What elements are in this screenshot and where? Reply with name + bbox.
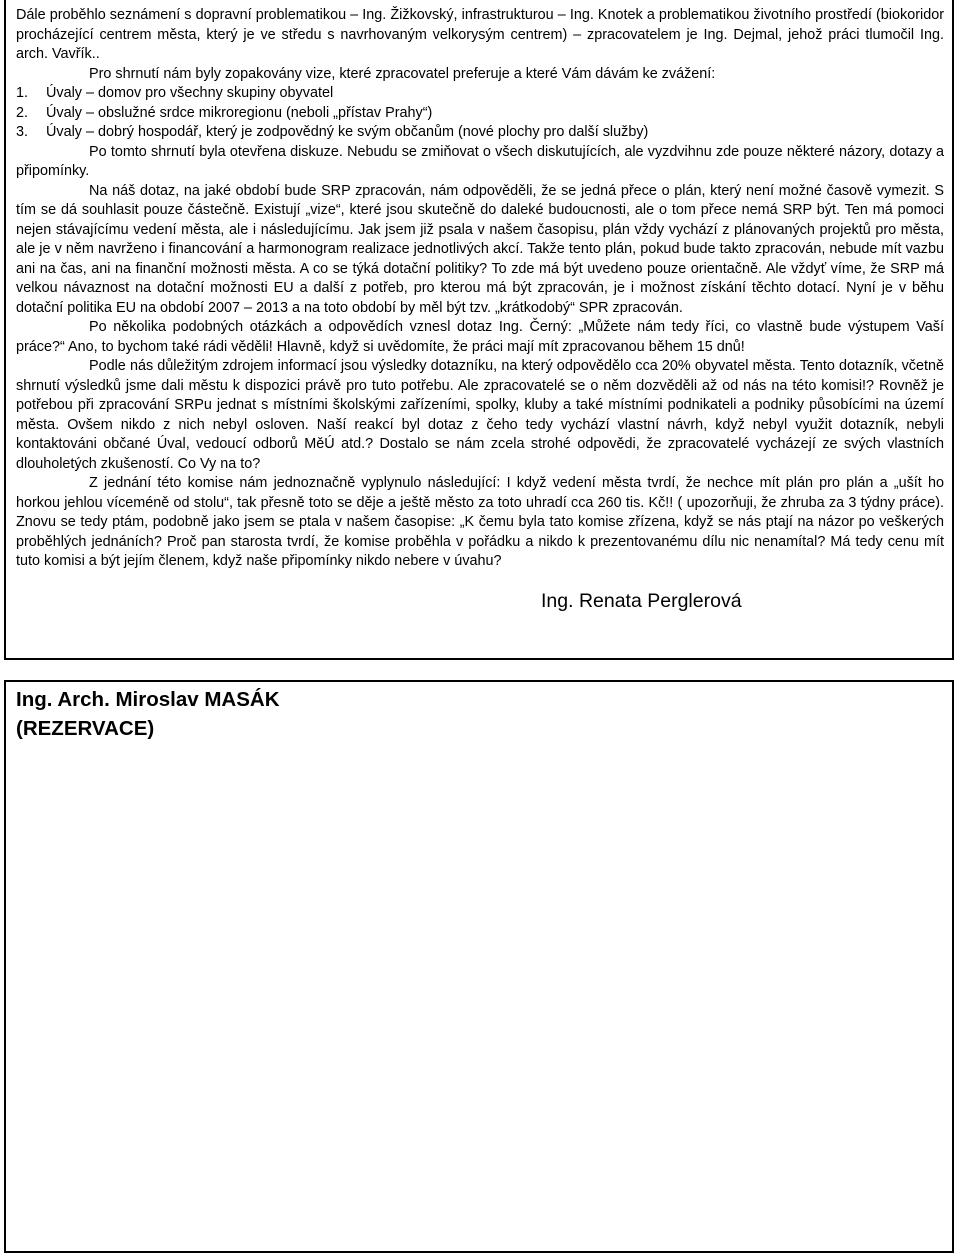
- intro-paragraph: Dále proběhlo seznámení s dopravní problematikou – Ing. Žižkovský, infrastrukturou – Ing. Knotek a problematikou životního prostředí (biokoridor procházející centrem města, který je ve středu s navrhovaným velkorysým centrem) – zpracovatelem je Ing. Dejmal, jehož práci tlumočil Ing. arch. Vavřík..: [16, 7, 944, 62]
- candidate-status: (REZERVACE): [16, 717, 155, 740]
- discussion-paragraph: Po tomto shrnutí byla otevřena diskuze. Nebudu se zmiňovat o všech diskutujících, ale vyzdvihnu zde pouze některé názory, dotazy a připomínky.: [16, 143, 944, 179]
- article-box: [4, 0, 954, 660]
- list-item-text: Úvaly – domov pro všechny skupiny obyvatel: [46, 85, 334, 101]
- period-question-paragraph: Na náš dotaz, na jaké období bude SRP zpracován, nám odpověděli, že se jedná přece o plán, který není možné časově vymezit. S tím se dá souhlasit pouze částečně. Existují „vize“, které jsou skutečně do daleké budoucnosti, ale o tom přece nemá SRP být. Ten má pomoci nejen stávajícímu vedení města, ale i následujícímu. Jak jsem již psala v našem časopisu, plán vždy vychází z plánovaných projektů pro města, ale je v něm navrženo i financování a harmonogram realizace jednotlivých akcí. Takže tento plán, pokud bude takto zpracován, nebude mít vazbu ani na čas, ani na finanční možnosti města. A co se týká dotační politiky? To zde má být uvedeno pouze orientačně. Ale vždyť víme, že SRP má velkou návaznost na dotační možnosti EU a další z potřeb, pro kterou má být zpracován, je i možnost získání těchto dotací. Nyní je v běhu dotační politika EU na období 2007 – 2013 a na toto období by měl být tzv. „krátkodobý“ SPR zpracován.: [16, 182, 944, 316]
- questionnaire-paragraph: Podle nás důležitým zdrojem informací jsou výsledky dotazníku, na který odpovědělo cca 20% obyvatel města. Tento dotazník, včetně shrnutí výsledků jsme dali městu k dispozici právě pro tuto potřebu. Ale zpracovatelé se o něm dozvěděli až od nás na této komisi!? Rovněž je potřebou při zpracování SRPu jednat s místními školskými zařízeními, spolky, kluby a také místními podnikateli a podniky působícími na území města. Ovšem nikdo z nich nebyl osloven. Naší reakcí byl dotaz z čeho tedy vychází vlastní návrh, když nebyl využit dotazník, nebyli kontaktováni občané Úval, vedoucí odborů MěÚ atd.? Dostalo se nám zcela strohé odpovědi, že zpracovatelé vycházejí ze svých vlastních dlouholetých zkušeností. Co Vy na to?: [16, 358, 944, 472]
- list-item: [16, 104, 944, 124]
- candidate-name: Ing. Arch. Miroslav MASÁK: [16, 688, 280, 711]
- author-signature: Ing. Renata Perglerová: [541, 589, 742, 612]
- output-question-paragraph: Po několika podobných otázkách a odpovědích vznesl dotaz Ing. Černý: „Můžete nám tedy říci, co vlastně bude výstupem Vaší práce?“ Ano, to bychom také rádi věděli! Hlavně, když si uvědomíte, že práci mají mít zpracovanou během 15 dnů!: [16, 319, 944, 355]
- visions-intro: Pro shrnutí nám byly zopakovány vize, které zpracovatel preferuje a které Vám dávám ke zvážení:: [89, 65, 716, 82]
- visions-list: [16, 84, 944, 143]
- list-item-text: Úvaly – obslužné srdce mikroregionu (neboli „přístav Prahy“): [46, 104, 433, 121]
- candidate-box: [4, 680, 954, 1253]
- list-item-number: 1.: [16, 85, 29, 101]
- list-item-number: 2.: [16, 104, 29, 121]
- list-item-number: 3.: [16, 124, 29, 140]
- list-item: [16, 123, 944, 143]
- list-item: [16, 84, 944, 104]
- list-item-text: Úvaly – dobrý hospodář, který je zodpovědný ke svým občanům (nové plochy pro další služby): [46, 124, 649, 140]
- conclusion-paragraph: Z jednání této komise nám jednoznačně vyplynulo následující: I když vedení města tvrdí, že nechce mít plán pro plán a „ušít ho horkou jehlou víceméně od stolu“, tak přesně toto se děje a ještě město za toto uhradí cca 260 tis. Kč!! ( upozorňuji, že zhruba za 3 týdny práce). Znovu se tedy ptám, podobně jako jsem se ptala v našem časopise: „K čemu byla tato komise zřízena, když se nás ptají na názor po veškerých proběhlých jednáních? Proč pan starosta tvrdí, že komise proběhla v pořádku a nikdo k prezentovanému dílu nic nenamítal? Má tedy cenu mít tuto komisi a být jejím členem, když naše připomínky nikdo nebere v úvahu?: [16, 475, 944, 569]
